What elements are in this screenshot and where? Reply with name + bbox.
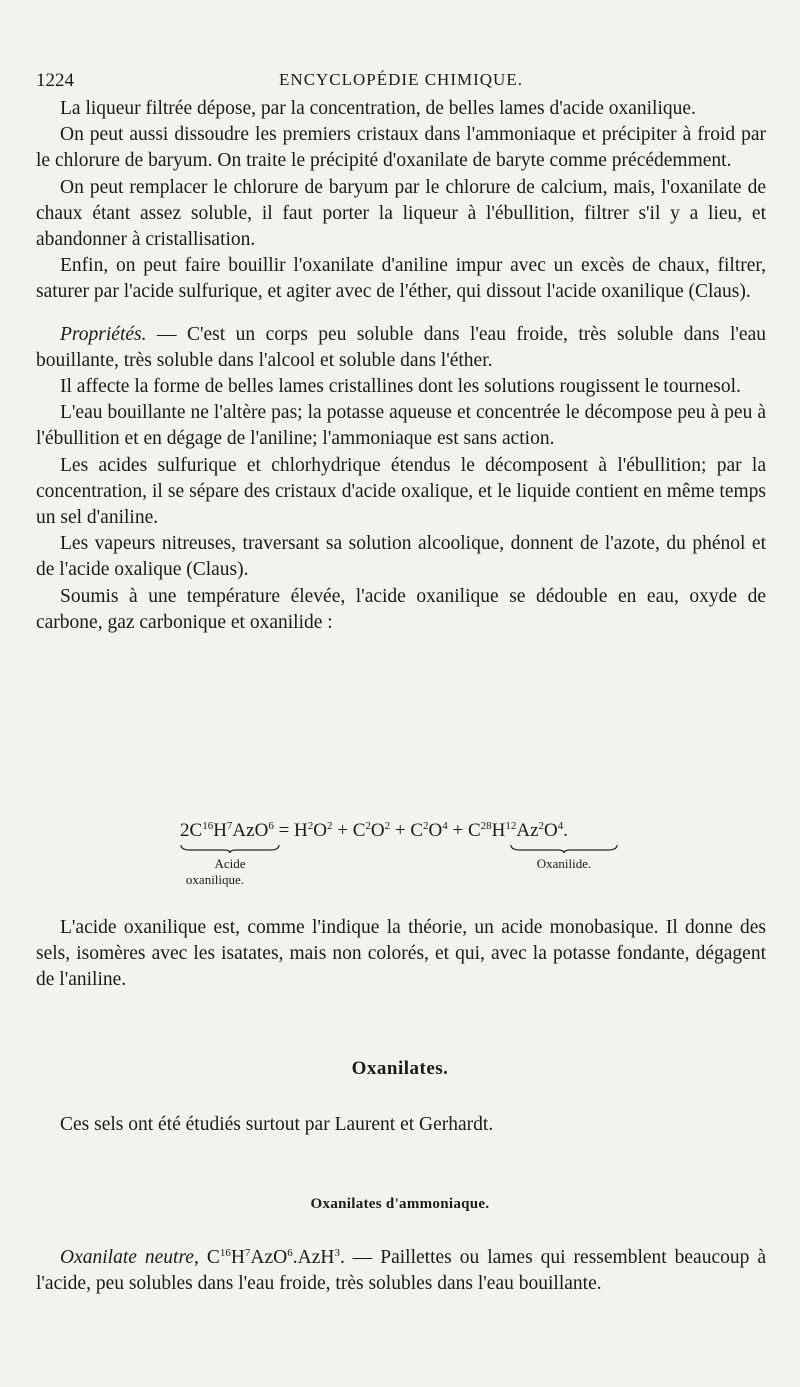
body-text-top xyxy=(36,96,766,636)
section-body xyxy=(36,1112,766,1138)
paragraph: Ces sels ont été étudiés surtout par Laurent et Gerhardt. xyxy=(60,1114,494,1135)
paragraph: Les vapeurs nitreuses, traversant sa solution alcoolique, donnent de l'azote, du phénol et de l'acide oxalique (Claus). xyxy=(36,533,766,581)
paragraph: L'eau bouillante ne l'altère pas; la potasse aqueuse et concentrée le décompose peu à peu à l'ébullition et en dégage de l'aniline; l'ammoniaque est sans action. xyxy=(36,402,766,450)
right-brace xyxy=(510,844,618,854)
subsection-heading: Oxanilates d'ammoniaque. xyxy=(310,1196,490,1212)
body-text-middle xyxy=(36,915,766,994)
paragraph: Les acides sulfurique et chlorhydrique étendus le décomposent à l'ébullition; par la concentration, il se sépare des cristaux d'acide oxalique, et le liquide contient en même temps un sel d'aniline. xyxy=(36,454,766,529)
page-number: 1224 xyxy=(36,70,74,91)
properties-text: — C'est un corps peu soluble dans l'eau froide, très soluble dans l'eau bouillante, très soluble dans l'alcool et soluble dans l'éther. xyxy=(36,323,766,371)
equation-line: $2C^{16}H^7AzO^6 = H^2O^2 + C^2O^2 + C^2O^4 + C^{28}H^{12}Az^2O^4$. xyxy=(180,820,568,841)
paragraph: On peut remplacer le chlorure de baryum par le chlorure de calcium, mais, l'oxanilate de chaux étant assez soluble, il faut porter la liqueur à l'ébullition, filtrer s'il y a lieu, et abandonner à cristallisation. xyxy=(36,176,766,251)
decomposition-equation xyxy=(180,820,640,892)
section-heading: Oxanilates. xyxy=(351,1058,449,1079)
paragraph: La liqueur filtrée dépose, par la concentration, de belles lames d'acide oxanilique. xyxy=(60,98,696,119)
neutral-oxanilate-paragraph: Oxanilate neutre, $C^{16}H^7AzO^6.AzH^3$. — Paillettes ou lames qui ressemblent beaucoup à l'acide, peu solubles dans l'eau froide, très solubles dans l'eau bouillante. xyxy=(36,1247,766,1295)
properties-paragraph xyxy=(36,322,766,374)
page-header xyxy=(36,70,766,96)
acid-label: Acide xyxy=(214,856,246,871)
paragraph: Enfin, on peut faire bouillir l'oxanilate d'aniline impur avec un excès de chaux, filtrer, saturer par l'acide sulfurique, et agiter avec de l'éther, qui dissout l'acide oxanilique (Claus). xyxy=(36,255,766,303)
acid-label-2: oxanilique. xyxy=(185,872,245,887)
paragraph: Il affecte la forme de belles lames cristallines dont les solutions rougissent le tournesol. xyxy=(60,376,741,398)
oxanilide-label: Oxanilide. xyxy=(536,856,592,871)
left-brace xyxy=(180,844,280,854)
paragraph: Soumis à une température élevée, l'acide oxanilique se dédouble en eau, oxyde de carbone, gaz carbonique et oxanilide : xyxy=(36,585,766,633)
body-text-bottom xyxy=(36,1245,766,1297)
paragraph: On peut aussi dissoudre les premiers cristaux dans l'ammoniaque et précipiter à froid par le chlorure de baryum. On traite le précipité d'oxanilate de baryte comme précédemment. xyxy=(36,124,766,172)
running-title: ENCYCLOPÉDIE CHIMIQUE. xyxy=(279,70,523,89)
properties-lead: Propriétés. xyxy=(60,323,147,345)
paragraph: L'acide oxanilique est, comme l'indique la théorie, un acide monobasique. Il donne des sels, isomères avec les isatates, mais non colorés, et qui, avec la potasse fondante, dégagent de l'aniline. xyxy=(36,917,766,991)
